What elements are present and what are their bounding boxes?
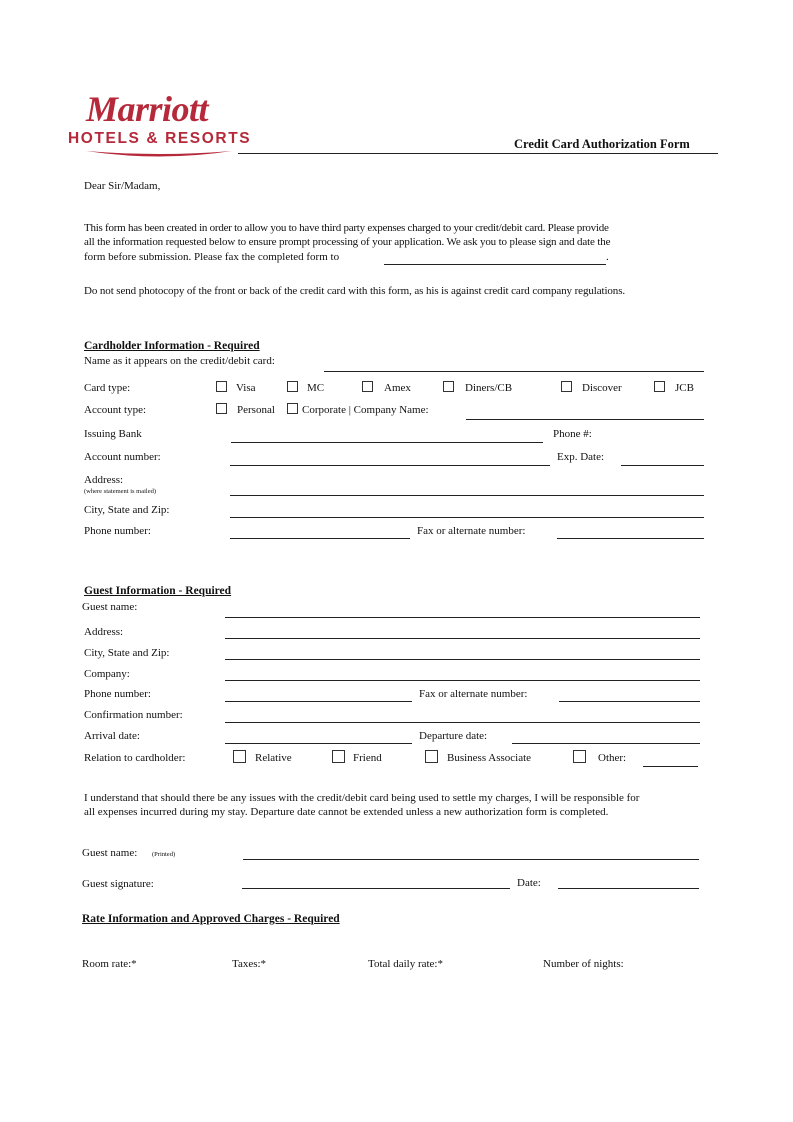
card-type-diners: Diners/CB <box>465 382 513 394</box>
guest-name-field[interactable] <box>225 617 700 618</box>
rate-heading: Rate Information and Approved Charges - Required <box>82 913 340 925</box>
address-note: (where statement is mailed) <box>84 488 157 495</box>
departure-label: Departure date: <box>419 730 488 742</box>
cardholder-phone-field[interactable] <box>230 538 410 539</box>
guest-phone-field[interactable] <box>225 701 412 702</box>
signature-date-label: Date: <box>517 877 541 889</box>
signature-guest-name-label: Guest name: <box>82 847 138 859</box>
guest-fax-field[interactable] <box>559 701 700 702</box>
account-number-field[interactable] <box>230 465 550 466</box>
cardholder-city-label: City, State and Zip: <box>84 504 170 516</box>
checkbox-jcb[interactable] <box>654 381 665 392</box>
guest-city-label: City, State and Zip: <box>84 647 170 659</box>
card-type-amex: Amex <box>384 382 411 394</box>
checkbox-visa[interactable] <box>216 381 227 392</box>
cardholder-phone-label: Phone number: <box>84 525 151 537</box>
intro-line-3: form before submission. Please fax the completed form to <box>84 251 340 263</box>
card-type-visa: Visa <box>236 382 256 394</box>
relation-relative: Relative <box>255 752 292 764</box>
account-type-label: Account type: <box>84 404 147 416</box>
guest-fax-label: Fax or alternate number: <box>419 688 528 700</box>
card-type-label: Card type: <box>84 382 131 394</box>
relation-other: Other: <box>598 752 627 764</box>
checkbox-friend[interactable] <box>332 750 345 763</box>
cardholder-name-label: Name as it appears on the credit/debit card: <box>84 355 275 367</box>
relation-other-field[interactable] <box>643 766 698 767</box>
relation-business-associate: Business Associate <box>447 752 532 764</box>
form-title: Credit Card Authorization Form <box>514 137 690 151</box>
total-daily-rate-label: Total daily rate:* <box>368 958 443 970</box>
guest-phone-label: Phone number: <box>84 688 151 700</box>
account-type-personal: Personal <box>237 404 275 416</box>
agreement-line-2: all expenses incurred during my stay. Departure date cannot be extended unless a new authorization form is completed. <box>84 806 609 818</box>
guest-city-field[interactable] <box>225 659 700 660</box>
salutation: Dear Sir/Madam, <box>84 180 161 192</box>
checkbox-diners[interactable] <box>443 381 454 392</box>
phone-hash-label: Phone #: <box>553 428 592 440</box>
intro-line-1: This form has been created in order to allow you to have third party expenses charged to your credit/debit card. Please provide <box>84 222 609 234</box>
cardholder-name-field[interactable] <box>324 371 704 372</box>
cardholder-fax-field[interactable] <box>557 538 704 539</box>
room-rate-label: Room rate:* <box>82 958 137 970</box>
guest-address-label: Address: <box>84 626 124 638</box>
company-name-field[interactable] <box>466 419 704 420</box>
confirmation-label: Confirmation number: <box>84 709 183 721</box>
signature-date-field[interactable] <box>558 888 699 889</box>
checkbox-discover[interactable] <box>561 381 572 392</box>
card-type-discover: Discover <box>582 382 622 394</box>
cardholder-heading: Cardholder Information - Required <box>84 340 260 352</box>
relation-label: Relation to cardholder: <box>84 752 186 764</box>
issuing-bank-field[interactable] <box>231 442 543 443</box>
relation-friend: Friend <box>353 752 382 764</box>
exp-date-label: Exp. Date: <box>557 451 605 463</box>
guest-address-field[interactable] <box>225 638 700 639</box>
departure-field[interactable] <box>512 743 700 744</box>
exp-date-field[interactable] <box>621 465 704 466</box>
account-type-corporate: Corporate | Company Name: <box>302 404 429 416</box>
intro-line-3-end: . <box>606 251 609 263</box>
guest-company-label: Company: <box>84 668 130 680</box>
taxes-label: Taxes:* <box>232 958 267 970</box>
fax-to-field[interactable] <box>384 264 606 265</box>
arrival-label: Arrival date: <box>84 730 140 742</box>
checkbox-other[interactable] <box>573 750 586 763</box>
title-rule <box>238 153 718 154</box>
guest-heading: Guest Information - Required <box>84 585 232 597</box>
signature-guest-name-field[interactable] <box>243 859 699 860</box>
account-number-label: Account number: <box>84 451 161 463</box>
guest-company-field[interactable] <box>225 680 700 681</box>
checkbox-amex[interactable] <box>362 381 373 392</box>
photocopy-warning: Do not send photocopy of the front or back of the credit card with this form, as his is against credit card company regulations. <box>84 285 626 297</box>
number-of-nights-label: Number of nights: <box>543 958 624 970</box>
cardholder-fax-label: Fax or alternate number: <box>417 525 526 537</box>
confirmation-field[interactable] <box>225 722 700 723</box>
checkbox-personal[interactable] <box>216 403 227 414</box>
cardholder-address-label: Address: <box>84 474 124 486</box>
logo-wordmark: Marriott <box>86 89 209 129</box>
card-type-jcb: JCB <box>675 382 694 394</box>
checkbox-business-associate[interactable] <box>425 750 438 763</box>
guest-name-label: Guest name: <box>82 601 138 613</box>
guest-signature-label: Guest signature: <box>82 878 154 890</box>
guest-signature-field[interactable] <box>242 888 510 889</box>
agreement-line-1: I understand that should there be any issues with the credit/debit card being used to settle my charges, I will be responsible for <box>84 792 640 804</box>
logo-swoosh-icon <box>84 148 234 162</box>
issuing-bank-label: Issuing Bank <box>84 428 142 440</box>
checkbox-relative[interactable] <box>233 750 246 763</box>
card-type-mc: MC <box>307 382 325 394</box>
logo-subline: HOTELS & RESORTS <box>68 130 252 147</box>
checkbox-mc[interactable] <box>287 381 298 392</box>
checkbox-corporate[interactable] <box>287 403 298 414</box>
printed-note: (Printed) <box>152 851 176 858</box>
arrival-field[interactable] <box>225 743 412 744</box>
cardholder-address-field[interactable] <box>230 495 704 496</box>
intro-line-2: all the information requested below to ensure prompt processing of your application. We ask you to please sign and date the <box>84 236 611 248</box>
cardholder-city-field[interactable] <box>230 517 704 518</box>
